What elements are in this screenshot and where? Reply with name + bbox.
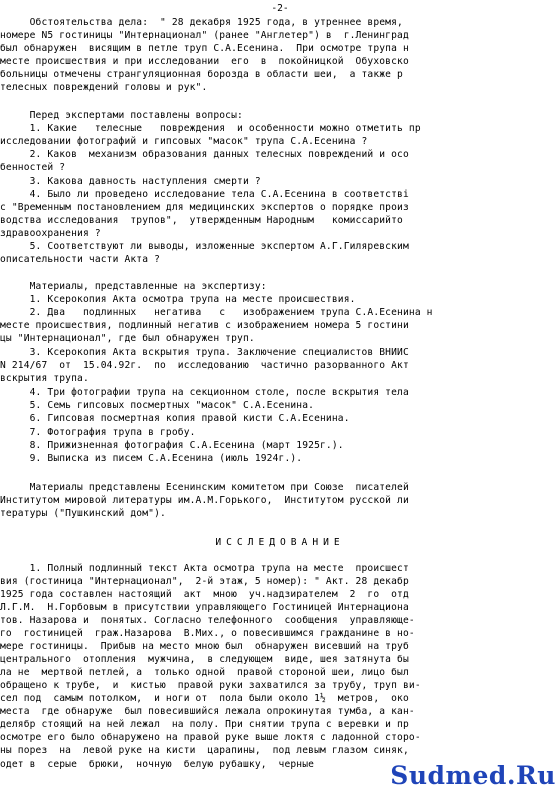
text-line: водства исследования трупов", утвержденным Народным комиссарийто [0,215,403,226]
text-line: с "Временным постановлением для медицинских экспертов о порядке произ [0,202,409,213]
text-line: 5. Семь гипсовых посмертных "масок" С.А.Есенина. [0,400,315,411]
text-line: 4. Три фотографии трупа на секционном столе, после вскрытия тела [0,387,409,398]
text-line: Институтом мировой литературы им.А.М.Горького, Институтом русской ли [0,495,409,506]
text-line: осмотре его было обнаружено на правой руке выше локтя с ладонной сторо- [0,732,421,743]
text-line: места где обнаруже был повесившийся лежала опрокинутая тумба, а кан- [0,706,415,717]
text-line: бенностей ? [0,162,66,173]
text-line: был обнаружен висящим в петле труп С.А.Есенина. При осмотре трупа н [0,43,409,54]
text-line: месте происшествия, подлинный негатив с изображением номера 5 гостини [0,320,409,331]
text-line: вскрытия трупа. [0,373,89,384]
text-line: 3. Ксерокопия Акта вскрытия трупа. Заключение специалистов ВНИИС [0,347,409,358]
text-line: Материалы, представленные на экспертизу: [0,281,267,292]
text-line: обращено к трубе, и кистью правой руки захватился за трубу, труп ви- [0,680,421,691]
text-line: номере N5 гостиницы "Интернационал" (ранее "Англетер") в г.Ленинград [0,30,409,41]
text-line: го гостиницей граж.Назарова В.Мих., о повесившимся гражданине в но- [0,628,415,639]
text-line: 1. Полный подлинный текст Акта осмотра трупа на месте происшест [0,563,409,574]
text-line: тов. Назарова и понятых. Согласно телефонного сообщения управляюще- [0,615,415,626]
section-heading: ИССЛЕДОВАНИЕ [215,537,345,548]
text-line: 3. Какова давность наступления смерти ? [0,176,261,187]
text-line: 8. Прижизненная фотография С.А.Есенина (март 1925г.). [0,440,344,451]
text-line: вия (гостиница "Интернационал", 2-й этаж, 5 номер): " Акт. 28 декабр [0,576,409,587]
text-line: N 214/67 от 15.04.92г. по исследованию частично разорванного Акт [0,360,409,371]
text-line: 4. Было ли проведено исследование тела С.А.Есенина в соответствi [0,189,409,200]
text-line: цы "Интернационал", где был обнаружен труп. [0,333,255,344]
text-line: 1. Ксерокопия Акта осмотра трупа на месте происшествия. [0,294,356,305]
text-line: 9. Выписка из писем С.А.Есенина (июль 1924г.). [0,453,303,464]
text-line: 1. Какие телесные повреждения и особенности можно отметить пр [0,123,421,134]
text-line: 2. Каков механизм образования данных телесных повреждений и осо [0,149,409,160]
text-line: исследовании фотографий и гипсовых "масок" трупа С.А.Есенина ? [0,136,368,147]
text-line: сел под самым потолком, и ноги от пола были около 1½ метров, око [0,693,409,704]
text-line: ла не мертвой петлей, а только одной правой стороной шеи, лицо был [0,667,409,678]
text-line: одет в серые брюки, ночную белую рубашку, черные [0,759,315,770]
text-line: месте происшествия и при исследовании его в покойницкой Обуховско [0,56,409,67]
text-line: 6. Гипсовая посмертная копия правой кисти С.А.Есенина. [0,413,350,424]
text-line: ны порез на левой руке на кисти царапины, под левым глазом синяк, [0,745,409,756]
text-line: 2. Два подлинных негатива с изображением трупа С.А.Есенина н [0,307,433,318]
text-line: мере гостиницы. Прибыв на место мною был обнаружен висевший на труб [0,641,409,652]
site-watermark: Sudmed.Ru [390,761,556,790]
text-line: делябр стоящий на ней лежал на полу. При снятии трупа с веревки и пр [0,719,409,730]
text-line: Обстоятельства дела: " 28 декабря 1925 года, в утреннее время, [0,17,403,28]
text-line: Материалы представлены Есенинским комитетом при Союзе писателей [0,482,409,493]
text-line: Л.Г.М. Н.Горбовым в присутствии управляющего Гостиницей Интернациона [0,602,409,613]
text-line: здравоохранения ? [0,228,101,239]
text-line: описательности части Акта ? [0,254,160,265]
text-line: телесных повреждений головы и рук". [0,82,208,93]
text-line: 1925 года составлен настоящий акт мною уч.надзирателем 2 го отд [0,589,409,600]
text-line: 7. Фотография трупа в гробу. [0,427,196,438]
text-line: тературы ("Пушкинский дом"). [0,508,166,519]
text-line: больницы отмечены странгуляционная борозда в области шеи, а также р [0,69,403,80]
page-number: -2- [271,3,289,14]
text-line: 5. Соответствуют ли выводы, изложенные экспертом А.Г.Гиляревским [0,241,409,252]
text-line: Перед экспертами поставлены вопросы: [0,110,243,121]
text-line: центрального отопления мужчина, в следующем виде, шея затянута бы [0,654,409,665]
